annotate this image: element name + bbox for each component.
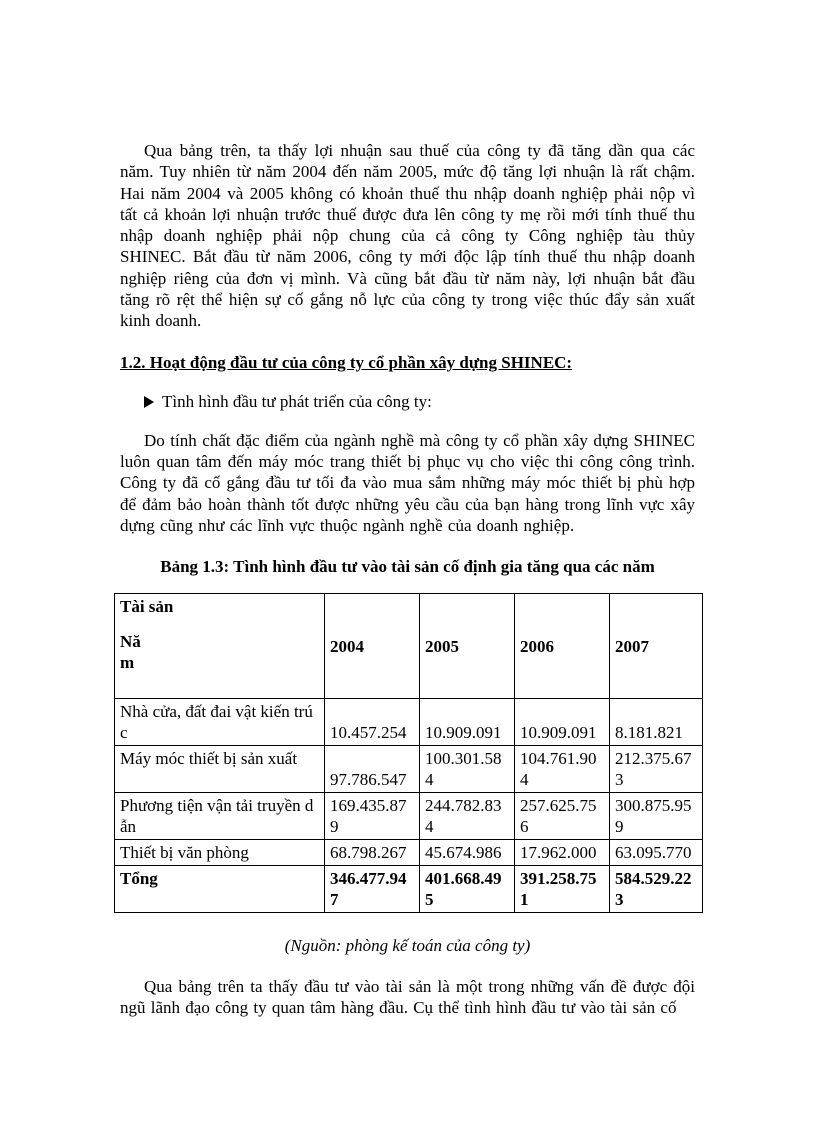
cell-value: 45.674.986 [420, 840, 515, 866]
total-value: 401.668.495 [420, 866, 515, 913]
table-total-row [115, 866, 703, 913]
table-row [115, 840, 703, 866]
header-year: 2004 [325, 594, 420, 699]
cell-value: 300.875.959 [610, 793, 703, 840]
cell-value: 244.782.834 [420, 793, 515, 840]
cell-value: 100.301.584 [420, 746, 515, 793]
row-label: Thiết bị văn phòng [115, 840, 325, 866]
bullet-text: Tình hình đầu tư phát triển của công ty: [162, 391, 432, 411]
table-row [115, 699, 703, 746]
table-caption: Bảng 1.3: Tình hình đầu tư vào tài sản cố định gia tăng qua các năm [160, 557, 655, 577]
header-asset-label: Tài sản [120, 597, 174, 617]
table-header-row [115, 594, 703, 699]
header-year: 2007 [610, 594, 703, 699]
cell-value: 10.457.254 [325, 699, 420, 746]
section-heading: 1.2. Hoạt động đầu tư của công ty cổ phần xây dựng SHINEC: [120, 352, 573, 372]
row-label: Phương tiện vận tải truyền dẫn [115, 793, 325, 840]
total-value: 391.258.751 [515, 866, 610, 913]
paragraph-conclusion: Qua bảng trên ta thấy đầu tư vào tài sản là một trong những vấn đề được đội ngũ lãnh đạo công ty quan tâm hàng đầu. Cụ thể tình hình đầu tư vào tài sản cố [120, 977, 695, 1018]
cell-value: 257.625.756 [515, 793, 610, 840]
cell-value: 104.761.904 [515, 746, 610, 793]
bullet-item [144, 391, 695, 412]
paragraph-profit-analysis: Qua bảng trên, ta thấy lợi nhuận sau thuế của công ty đã tăng dần qua các năm. Tuy nhiên từ năm 2004 đến năm 2005, mức độ tăng lợi nhuận là rất chậm. Hai năm 2004 và 2005 không có khoản thuế thu nhập doanh nghiệp phải nộp vì tất cả khoản lợi nhuận trước thuế được đưa lên công ty mẹ rồi mới tính thuế thu nhập doanh nghiệp phải nộp chung của cả công ty Công nghiệp tàu thủy SHINEC. Bắt đầu từ năm 2006, công ty mới độc lập tính thuế thu nhập doanh nghiệp riêng của đơn vị mình. Và cũng bắt đầu từ năm này, lợi nhuận bắt đầu tăng rõ rệt thể hiện sự cố gắng nỗ lực của công ty trong việc thúc đẩy sản xuất kinh doanh. [120, 141, 695, 331]
cell-value: 8.181.821 [610, 699, 703, 746]
cell-value: 97.786.547 [325, 746, 420, 793]
asset-investment-table [114, 593, 703, 913]
cell-value: 68.798.267 [325, 840, 420, 866]
header-year: 2006 [515, 594, 610, 699]
header-year-label: Năm [120, 632, 141, 673]
header-year: 2005 [420, 594, 515, 699]
table-row [115, 793, 703, 840]
cell-value: 63.095.770 [610, 840, 703, 866]
row-label: Máy móc thiết bị sản xuất [115, 746, 325, 793]
header-corner-cell [115, 594, 325, 699]
cell-value: 212.375.673 [610, 746, 703, 793]
document-page [120, 140, 695, 1019]
cell-value: 10.909.091 [420, 699, 515, 746]
cell-value: 169.435.879 [325, 793, 420, 840]
row-label: Nhà cửa, đất đai vật kiến trúc [115, 699, 325, 746]
paragraph-investment: Do tính chất đặc điểm của ngành nghề mà công ty cổ phần xây dựng SHINEC luôn quan tâm đến máy móc trang thiết bị phục vụ cho việc thi công công trình. Công ty đã cố gắng đầu tư tối đa vào mua sắm những máy móc thiết bị phù hợp để đảm bảo hoàn thành tốt được những yêu cầu của bạn hàng trong lĩnh vực xây dựng cũng như các lĩnh vực thuộc ngành nghề của doanh nghiệp. [120, 430, 695, 535]
cell-value: 10.909.091 [515, 699, 610, 746]
table-source-note: (Nguồn: phòng kế toán của công ty) [284, 936, 531, 956]
total-value: 346.477.947 [325, 866, 420, 913]
total-label: Tổng [115, 866, 325, 913]
cell-value: 17.962.000 [515, 840, 610, 866]
table-row [115, 746, 703, 793]
total-value: 584.529.223 [610, 866, 703, 913]
triangle-bullet-icon [144, 396, 154, 408]
